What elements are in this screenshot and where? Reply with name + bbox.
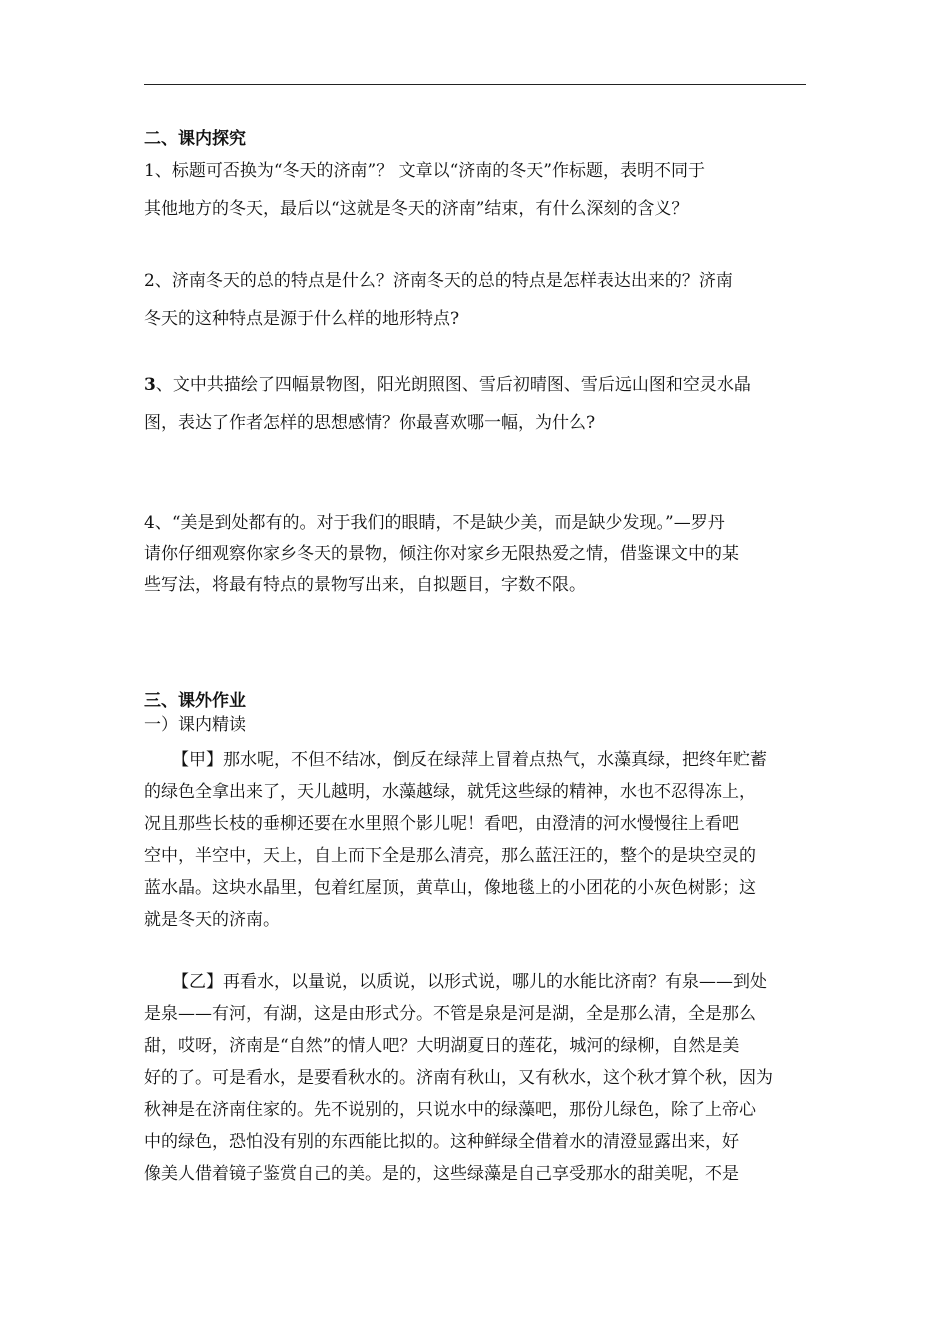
question-3-number: 3 [144,375,156,395]
section-3-subtitle: 一）课内精读 [144,715,246,735]
paragraph-yi [144,966,806,1190]
question-4-line-3: 些写法，将最有特点的景物写出来，自拟题目，字数不限。 [144,575,586,595]
paragraph-jia-line-3: 况且那些长枝的垂柳还要在水里照个影儿呢！看吧，由澄清的河水慢慢往上看吧 [144,814,739,834]
paragraph-jia-line-1: 【甲】那水呢，不但不结冰，倒反在绿萍上冒着点热气，水藻真绿，把终年贮蓄 [172,750,767,770]
question-3-line-1-text: 、文中共描绘了四幅景物图，阳光朗照图、雪后初晴图、雪后远山图和空灵水晶 [155,375,751,395]
question-1-line-2: 其他地方的冬天，最后以“这就是冬天的济南”结束，有什么深刻的含义？ [144,199,689,219]
section-2-title: 二、课内探究 [144,129,246,149]
question-4-line-2: 请你仔细观察你家乡冬天的景物，倾注你对家乡无限热爱之情，借鉴课文中的某 [144,544,739,564]
paragraph-yi-line-3: 甜，哎呀，济南是“自然”的情人吧？大明湖夏日的莲花，城河的绿柳，自然是美 [144,1036,740,1056]
section-3-title: 三、课外作业 [144,691,246,711]
question-2 [144,266,806,335]
question-2-line-1: 2、济南冬天的总的特点是什么？济南冬天的总的特点是怎样表达出来的？济南 [144,271,733,291]
paragraph-jia-line-4: 空中，半空中，天上，自上而下全是那么清亮，那么蓝汪汪的，整个的是块空灵的 [144,846,756,866]
paragraph-yi-line-2: 是泉——有河，有湖，这是由形式分。不管是泉是河是湖，全是那么清，全是那么 [144,1004,756,1024]
paragraph-jia-line-5: 蓝水晶。这块水晶里，包着红屋顶，黄草山，像地毯上的小团花的小灰色树影；这 [144,878,756,898]
paragraph-yi-line-1: 【乙】再看水，以量说，以质说，以形式说，哪儿的水能比济南？有泉——到处 [172,972,767,992]
question-4-line-1: 4、“美是到处都有的。对于我们的眼睛，不是缺少美，而是缺少发现。”—罗丹 [144,513,725,533]
question-1-line-1: 1、标题可否换为“冬天的济南”？ 文章以“济南的冬天”作标题，表明不同于 [144,161,705,181]
question-2-line-2: 冬天的这种特点是源于什么样的地形特点? [144,309,460,329]
paragraph-jia-line-2: 的绿色全拿出来了，天儿越明，水藻越绿，就凭这些绿的精神，水也不忍得冻上， [144,782,756,802]
question-3-line-2: 图，表达了作者怎样的思想感情？你最喜欢哪一幅，为什么? [144,413,596,433]
question-3 [144,370,806,439]
paragraph-yi-line-4: 好的了。可是看水，是要看秋水的。济南有秋山，又有秋水，这个秋才算个秋，因为 [144,1068,773,1088]
paragraph-yi-line-6: 中的绿色，恐怕没有别的东西能比拟的。这种鲜绿全借着水的清澄显露出来，好 [144,1132,739,1152]
paragraph-yi-line-5: 秋神是在济南住家的。先不说别的，只说水中的绿藻吧，那份儿绿色，除了上帝心 [144,1100,756,1120]
question-3-line-1 [144,370,806,401]
header-rule [144,84,806,85]
question-4 [144,508,806,601]
paragraph-jia-line-6: 就是冬天的济南。 [144,910,280,930]
question-1 [144,156,806,225]
paragraph-yi-line-7: 像美人借着镜子鉴赏自己的美。是的，这些绿藻是自己享受那水的甜美呢，不是 [144,1164,739,1184]
paragraph-jia [144,744,806,936]
